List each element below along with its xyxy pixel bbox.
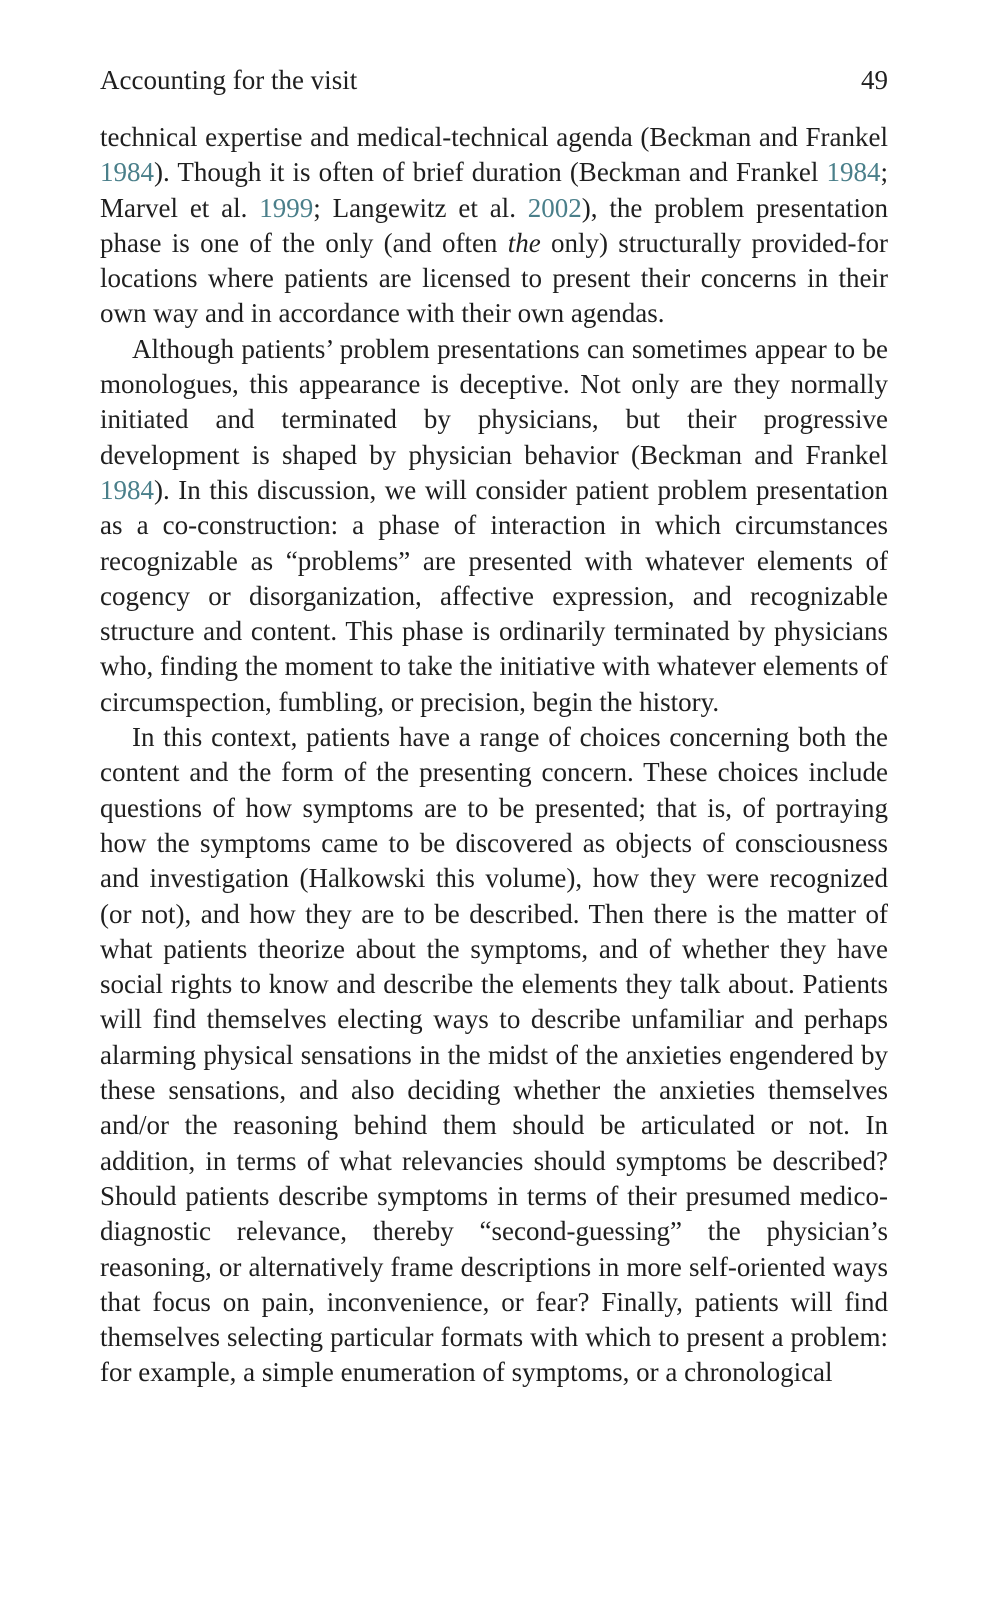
text-run: only) structurally provided-for locations where patients are licensed to present their concerns in their own way and in accordance with their own agendas. [100,227,888,329]
text-run: ; Marvel et al. [100,157,888,223]
text-run: ). In this discussion, we will consider patient problem presentation as a co-construction: a phase of interaction in which circumstances recognizable as “problems” are presented with whatever elements of cogency or disorganization, affective expression, and recognizable structure and content. This phase is ordinarily terminated by physicians who, finding the moment to take the initiative with whatever elements of circumspection, fumbling, or precision, begin the history. [100,474,888,717]
page-number: 49 [861,65,888,95]
paragraph-2 [100,332,888,720]
citation-link[interactable]: 2002 [527,192,582,223]
citation-link[interactable]: 1984 [826,157,881,188]
text-run: In this context, patients have a range of choices concerning both the content and the form of the presenting concern. These choices include questions of how symptoms are to be presented; that is, of portraying how the symptoms came to be discovered as objects of consciousness and investigation (Halkowski this volume), how they were recognized (or not), and how they are to be described. Then there is the matter of what patients theorize about the symptoms, and of whether they have social rights to know and describe the elements they talk about. Patients will find themselves electing ways to describe unfamiliar and perhaps alarming physical sensations in the midst of the anxieties engendered by these sensations, and also deciding whether the anxieties themselves and/or the reasoning behind them should be articulated or not. In addition, in terms of what relevancies should symptoms be described? Should patients describe symptoms in terms of their presumed medico-diagnostic relevance, thereby “second-guessing” the physician’s reasoning, or alternatively frame descriptions in more self-oriented ways that focus on pain, inconvenience, or fear? Finally, patients will find themselves selecting particular formats with which to present a problem: for example, a simple enumeration of symptoms, or a chronological [100,722,888,1388]
emphasis: the [507,227,541,258]
running-head [100,62,888,98]
text-run: Although patients’ problem presentations can sometimes appear to be monologues, this appearance is deceptive. Not only are they normally initiated and terminated by physicians, but their progressive development is shaped by physician behavior (Beckman and Frankel [100,333,888,470]
citation-link[interactable]: 1999 [259,192,314,223]
body-text [100,120,888,1391]
text-run: technical expertise and medical-technical agenda (Beckman and Frankel [100,122,888,152]
paragraph-1 [100,120,888,332]
running-title: Accounting for the visit [100,65,358,95]
text-run: ). Though it is often of brief duration (Beckman and Frankel [154,157,827,188]
citation-link[interactable]: 1984 [100,474,154,505]
book-page [100,62,888,1391]
text-run: ; Langewitz et al. [313,192,528,223]
text-run: ), the problem presentation phase is one of the only (and often [100,192,888,258]
paragraph-3 [100,720,888,1391]
citation-link[interactable]: 1984 [100,157,154,188]
